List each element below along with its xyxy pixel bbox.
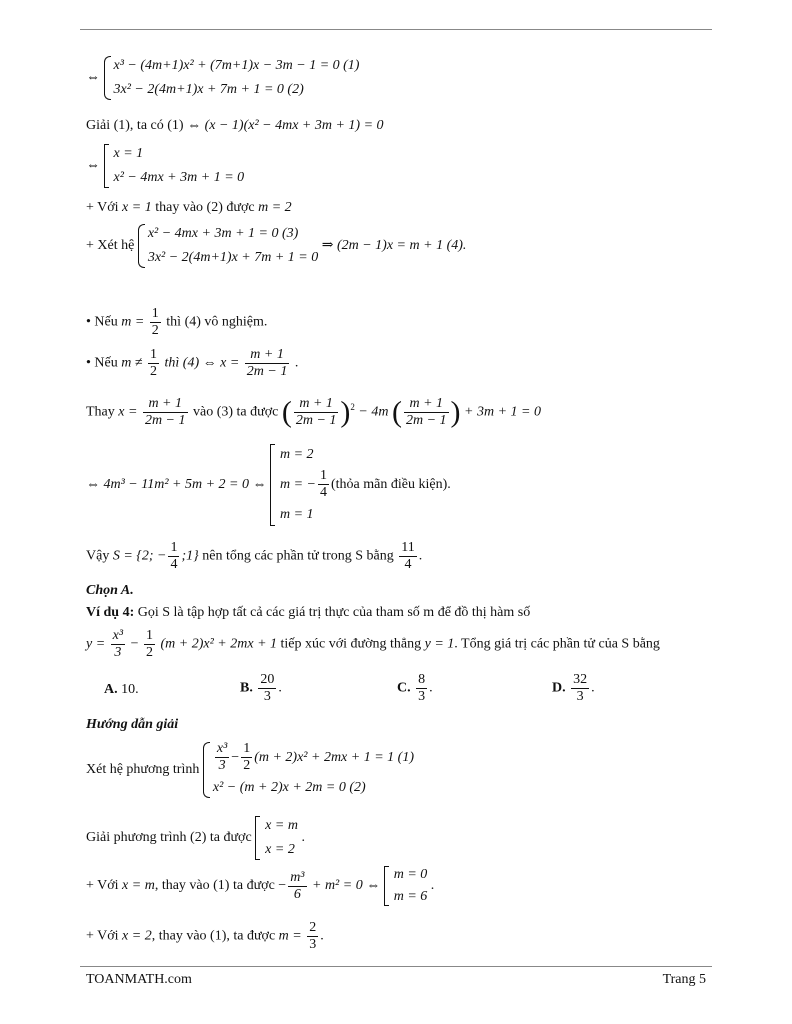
case-x-m-line: + Với x = m, thay vào (1) ta được − $\frac{\text{m³}}{6}$ + m² = 0 ⇔ m = 0 m = 6 . (86, 867, 435, 904)
system-3: Xét hệ phương trình $\frac{\text{x³}}{3}$ − $\frac{1}{2}$ (m + 2)x² + 2mx + 1 = 1 (1) x² − (m + 2)x + 2m = 0 (2) (86, 740, 414, 800)
case-m-half-line: • Nếu m = $\frac{1}{2}$ thì (4) vô nghiệm. (86, 306, 268, 338)
cubic-line: ⇔ 4m³ − 11m² + 5m + 2 = 0 ⇔ m = 2 m = − $\frac{1}{4}$ (thỏa mãn điều kiện). m = 1 (86, 442, 451, 528)
case-x1-line: + Với x = 1 thay vào (2) được m = 2 (86, 200, 292, 215)
footer-rule (80, 966, 712, 967)
example-4-header: Ví dụ 4: Gọi S là tập hợp tất cả các giá trị thực của tham số m để đồ thị hàm số (86, 605, 531, 620)
option-b[interactable]: B. $\frac{20}{3}$ . (240, 672, 282, 704)
choose-answer: Chọn A. (86, 583, 134, 598)
option-a[interactable]: A. 10. (104, 682, 139, 697)
solve-2-line: Giải phương trình (2) ta được x = m x = 2 . (86, 814, 305, 862)
substitute-line: Thay x = $\frac{m + 1}{2m - 1}$ vào (3) ta được ( $\frac{m + 1}{2m - 1}$ )$^2$ − 4m ( $\frac{m + 1}{2m - 1}$ ) + 3m + 1 = 0 (86, 395, 541, 429)
conclusion-line: Vậy S = {2; − $\frac{1}{4}$ ;1} nên tổng các phần tử trong S bằng $\frac{11}{4}$ . (86, 540, 423, 572)
solve-1-line: Giải (1), ta có (1) ⇔ (x − 1)(x² − 4mx + 3m + 1) = 0 (86, 118, 384, 133)
system-2: + Xét hệ x² − 4mx + 3m + 1 = 0 (3) 3x² − 2(4m+1)x + 7m + 1 = 0 ⇒ (2m − 1)x = m + 1 (4). (86, 222, 466, 270)
case-x-2-line: + Với x = 2, thay vào (1), ta được m = $\frac{2}{3}$ . (86, 920, 324, 952)
option-c[interactable]: C. $\frac{8}{3}$ . (397, 672, 433, 704)
bracket-1: ⇔ x = 1 x² − 4mx + 3m + 1 = 0 (86, 142, 244, 190)
solution-heading: Hướng dẫn giải (86, 717, 179, 732)
option-d[interactable]: D. $\frac{32}{3}$ . (552, 672, 595, 704)
footer-page-number: Trang 5 (662, 972, 706, 987)
case-m-not-half-line: • Nếu m ≠ $\frac{1}{2}$ thì (4) ⇔ x = $\frac{m + 1}{2m - 1}$ . (86, 347, 299, 379)
system-brace-1: x³ − (4m+1)x² + (7m+1)x − 3m − 1 = 0 (1) 3x² − 2(4m+1)x + 7m + 1 = 0 (2) (104, 54, 360, 102)
system-1: ⇔ x³ − (4m+1)x² + (7m+1)x − 3m − 1 = 0 (1) 3x² − 2(4m+1)x + 7m + 1 = 0 (2) (86, 54, 359, 102)
header-rule (80, 29, 712, 30)
example-4-function: y = $\frac{\text{x³}}{3}$ − $\frac{1}{2}$ (m + 2)x² + 2mx + 1 tiếp xúc với đường thẳng y = 1. Tổng giá trị các phần tử của S bằng (86, 628, 660, 660)
footer-site: TOANMATH.com (86, 972, 192, 987)
